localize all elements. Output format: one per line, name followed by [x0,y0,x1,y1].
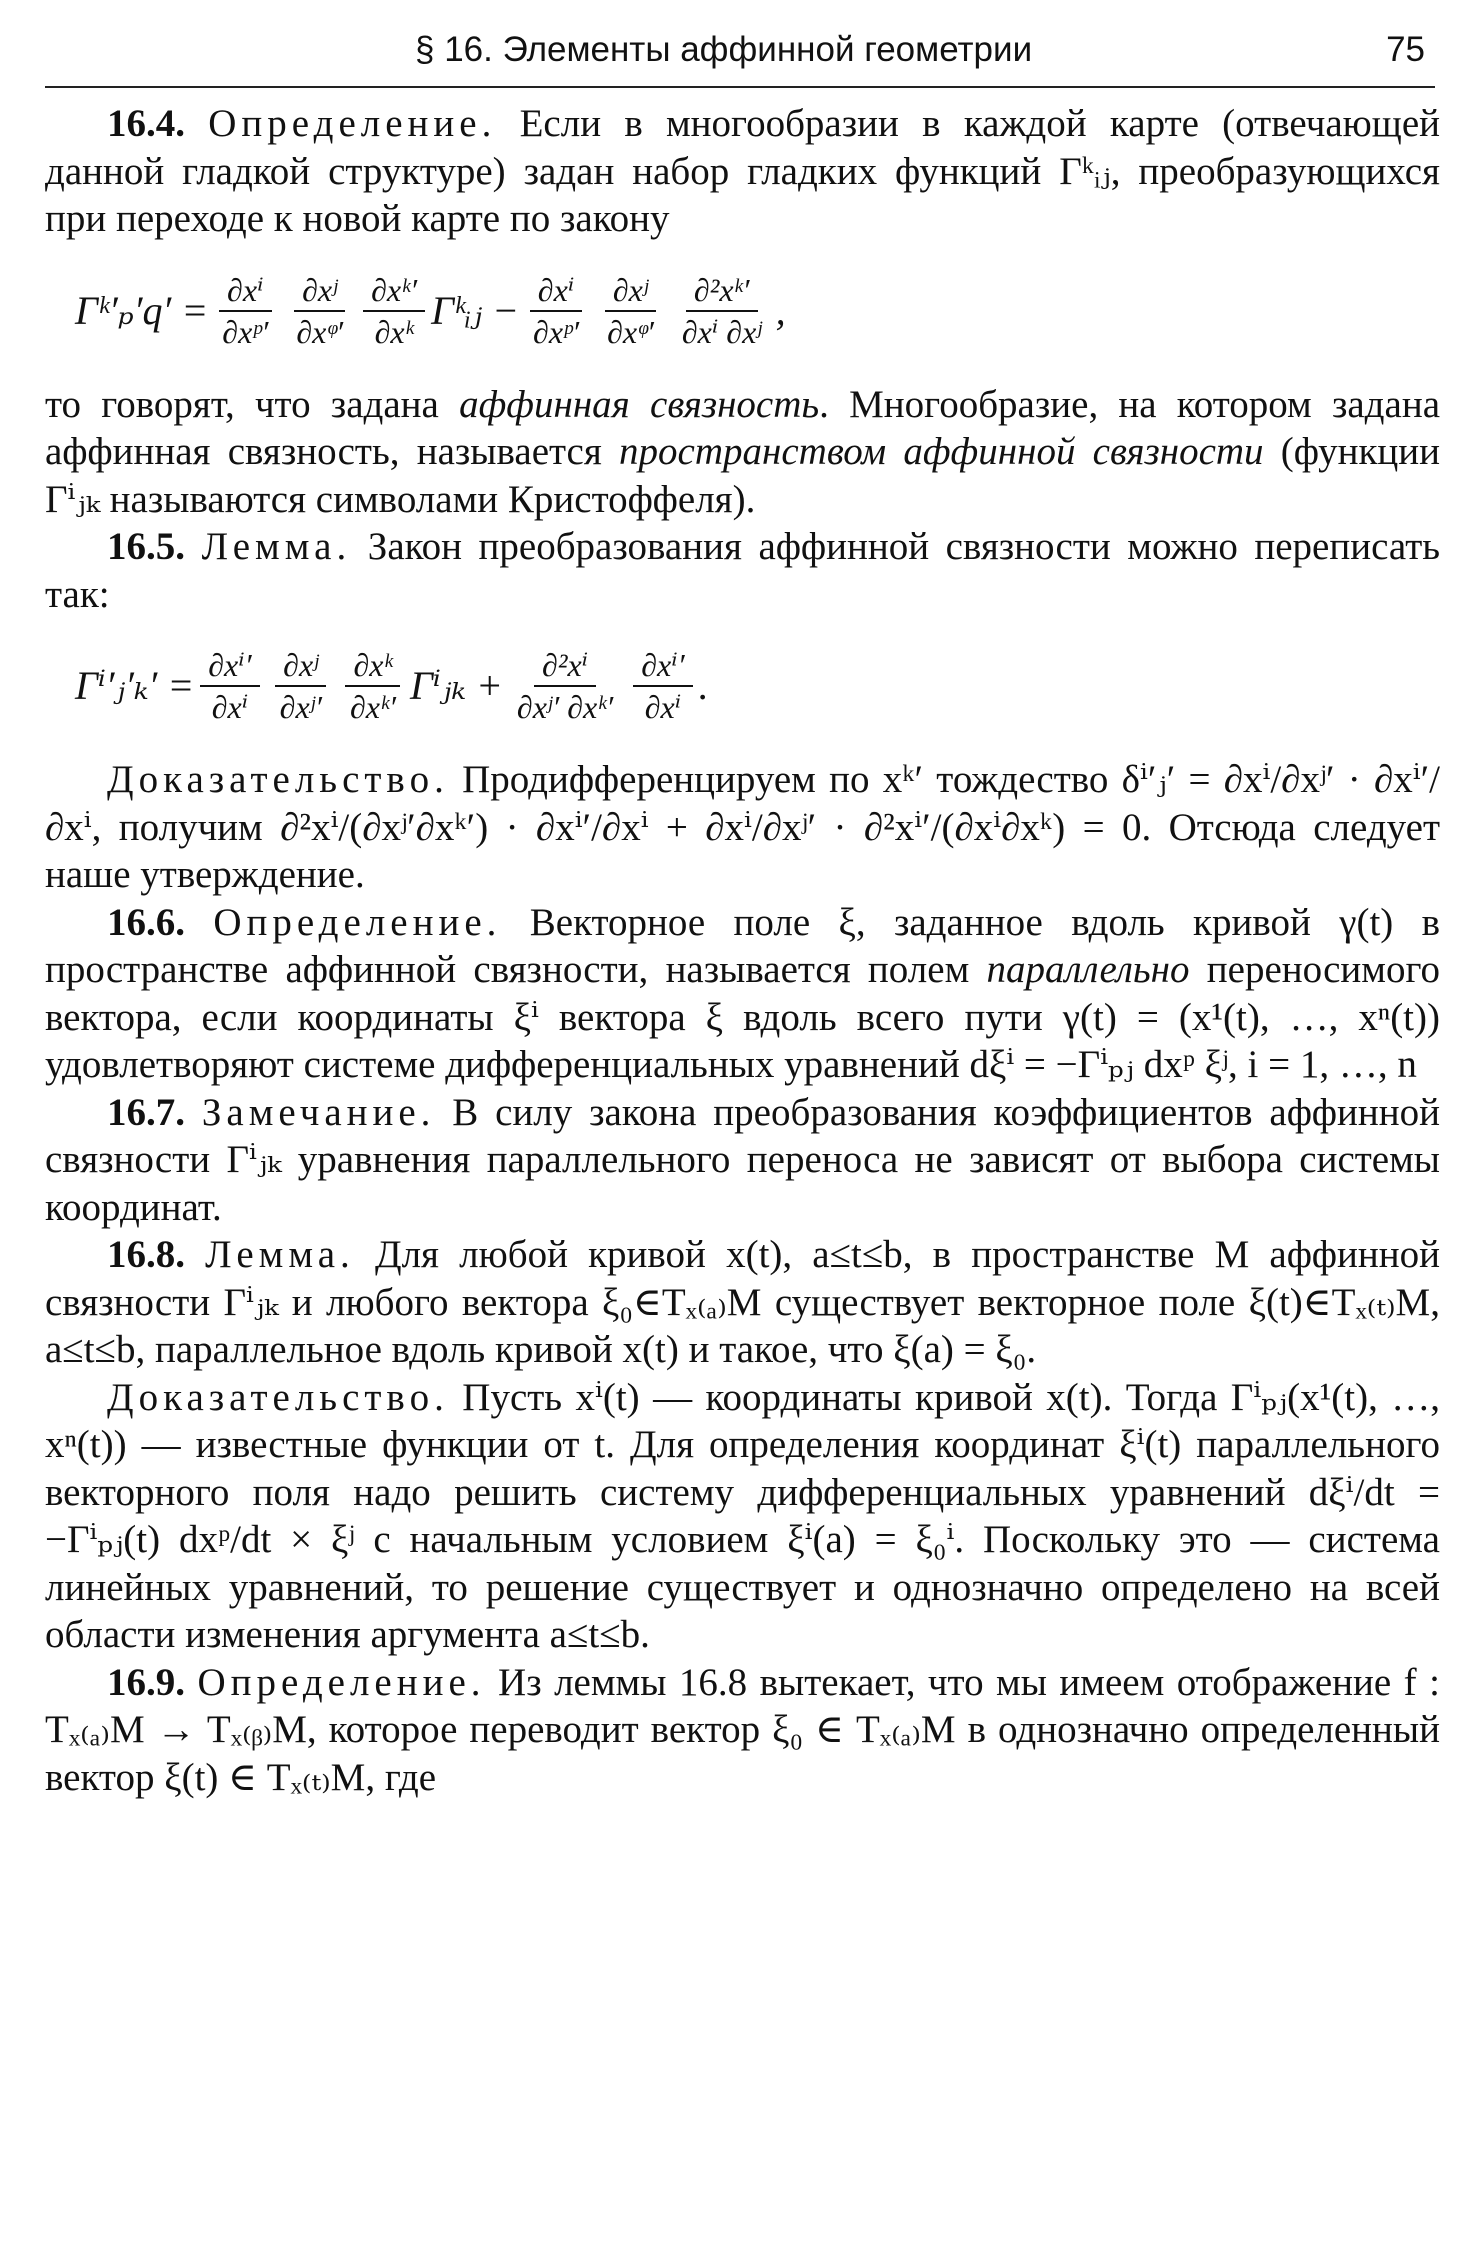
formula-end: , [775,287,786,333]
proof-head: Доказательство. [107,1375,449,1419]
text: В силу закона преобразования коэффициентов аффинной связности Γⁱⱼₖ уравнения параллельного переноса не зависят от выбора системы координат. [45,1090,1440,1229]
fraction: $\frac{\text{∂xⁱ}}{\text{∂xᵖ′}}$ [214,270,276,352]
text: переносимого вектора, если координаты ξⁱ вектора ξ вдоль всего пути γ(t) = (x¹(t), …, xⁿ(t)) удовлетворяют системе дифференциальных уравнений dξⁱ = −Γⁱₚⱼ dxᵖ ξʲ, i = 1, …, n [45,948,1440,1086]
section-number: 16.6. [107,900,185,944]
text: , преобразующихся при переходе к новой карте по закону [45,149,1440,240]
proof-head: Доказательство. [107,758,449,801]
section-head: Замечание. [201,1090,436,1134]
text: Продифференцируем по xᵏ′ тождество δⁱ′ⱼ′ = ∂xⁱ/∂xʲ′ · ∂xⁱ′/∂xⁱ, получим ∂²xⁱ/(∂xʲ′∂xᵏ′) · ∂xⁱ′/∂xⁱ + ∂xⁱ/∂xʲ′ · ∂²xⁱ′/(∂xⁱ∂xᵏ) = 0. Отсюда следует наше утверждение. [45,758,1440,896]
paragraph-16-5 [45,523,1440,618]
fraction: $\frac{\text{∂xᵏ′}}{\text{∂xᵏ}}$ [363,270,425,352]
text: Из леммы 16.8 вытекает, что мы имеем отображение f : Tₓ₍ₐ₎M → Tₓ₍ᵦ₎M, которое переводит вектор ξ₀ ∈ Tₓ₍ₐ₎M в однозначно определенный вектор ξ(t) ∈ Tₓ₍ₜ₎M, где [45,1660,1440,1799]
section-head: Определение. [208,102,497,145]
formula-lhs: Γⁱ′ⱼ′ₖ′ = [75,663,195,709]
paragraph-16-5-proof [45,756,1440,899]
text: то говорят, что задана [45,382,439,426]
text: Закон преобразования аффинной связности можно переписать так: [45,525,1441,616]
section-head: Определение. [213,900,502,944]
formula-mid: Γⁱⱼₖ + [409,663,503,709]
text: Векторное поле ξ, заданное вдоль кривой γ(t) в пространстве аффинной связности, называется полем [45,900,1441,991]
text: Если в многообразии в каждой карте (отвечающей данной гладкой структуре) задан набор гладких функций Γ [45,102,1440,193]
fraction: $\frac{\text{∂xᵏ}}{\text{∂xᵏ′}}$ [342,645,404,727]
fraction: $\frac{\text{∂²xⁱ}}{\text{∂xʲ′ ∂xᵏ′}}$ [516,647,614,725]
symbol: ᵏᵢⱼ [1081,149,1111,193]
section-number: 16.7. [107,1090,185,1134]
text: . Многообразие, на котором задана аффинная связность, называется [45,382,1441,473]
fraction: $\frac{\text{∂xʲ}}{\text{∂xᵠ′}}$ [599,270,662,352]
text: (функции Γⁱⱼₖ называются символами Кристоффеля). [45,430,1441,521]
header-rule [45,86,1435,88]
section-head: Лемма. [205,1233,355,1276]
section-head: Лемма. [201,525,352,568]
paragraph-16-4-cont [45,381,1440,524]
paragraph-16-6 [45,899,1440,1089]
paragraph-16-8-proof [45,1374,1440,1659]
formula-16-4 [45,255,1440,367]
header-title: § 16. Элементы аффинной геометрии [415,30,1033,69]
formula-mid: Γᵏᵢⱼ − [431,287,519,333]
formula-lhs: Γᵏ′ₚ′q′ = [75,287,209,333]
fraction: $\frac{\text{∂²xᵏ′}}{\text{∂xⁱ ∂xʲ}}$ [681,271,762,350]
formula-16-5 [45,630,1440,742]
paragraph-16-4 [45,100,1440,243]
fraction: $\frac{\text{∂xⁱ}}{\text{∂xᵖ′}}$ [525,270,587,352]
fraction: $\frac{\text{∂xⁱ′}}{\text{∂xⁱ}}$ [633,645,692,727]
term-parallel: параллельно [986,948,1190,991]
fraction: $\frac{\text{∂xʲ}}{\text{∂xʲ′}}$ [272,645,330,727]
section-number: 16.5. [107,525,185,568]
paragraph-16-9 [45,1659,1440,1802]
paragraph-16-8 [45,1231,1440,1374]
running-header [45,28,1435,88]
formula-end: . [698,663,709,709]
text: Пусть xⁱ(t) — координаты кривой x(t). Тогда Γⁱₚⱼ(x¹(t), …, xⁿ(t)) — известные функции от t. Для определения координат ξⁱ(t) параллельного векторного поля надо решить систему дифференциальных уравнений dξⁱ/dt = −Γⁱₚⱼ(t) dxᵖ/dt × ξʲ с начальным условием ξⁱ(a) = ξ₀ⁱ. Поскольку это — система линейных уравнений, то решение существует и однозначно определено на всей области изменения аргумента a≤t≤b. [45,1375,1441,1656]
page-body [45,100,1440,1801]
fraction: $\frac{\text{∂xʲ}}{\text{∂xᵠ′}}$ [288,270,351,352]
fraction: $\frac{\text{∂xⁱ′}}{\text{∂xⁱ}}$ [200,645,259,727]
page-number: 75 [1386,30,1425,69]
term-affine-connection: аффинная связность [459,382,820,426]
term-affine-space: пространством аффинной связности [619,430,1264,473]
section-number: 16.9. [107,1660,185,1704]
section-head: Определение. [197,1660,486,1704]
section-number: 16.4. [107,102,185,145]
section-number: 16.8. [107,1233,185,1276]
paragraph-16-7 [45,1089,1440,1232]
text: Для любой кривой x(t), a≤t≤b, в пространстве M аффинной связности Γⁱⱼₖ и любого вектора ξ₀∈Tₓ₍ₐ₎M существует векторное поле ξ(t)∈Tₓ₍ₜ₎M, a≤t≤b, параллельное вдоль кривой x(t) и такое, что ξ(a) = ξ₀. [45,1233,1440,1371]
